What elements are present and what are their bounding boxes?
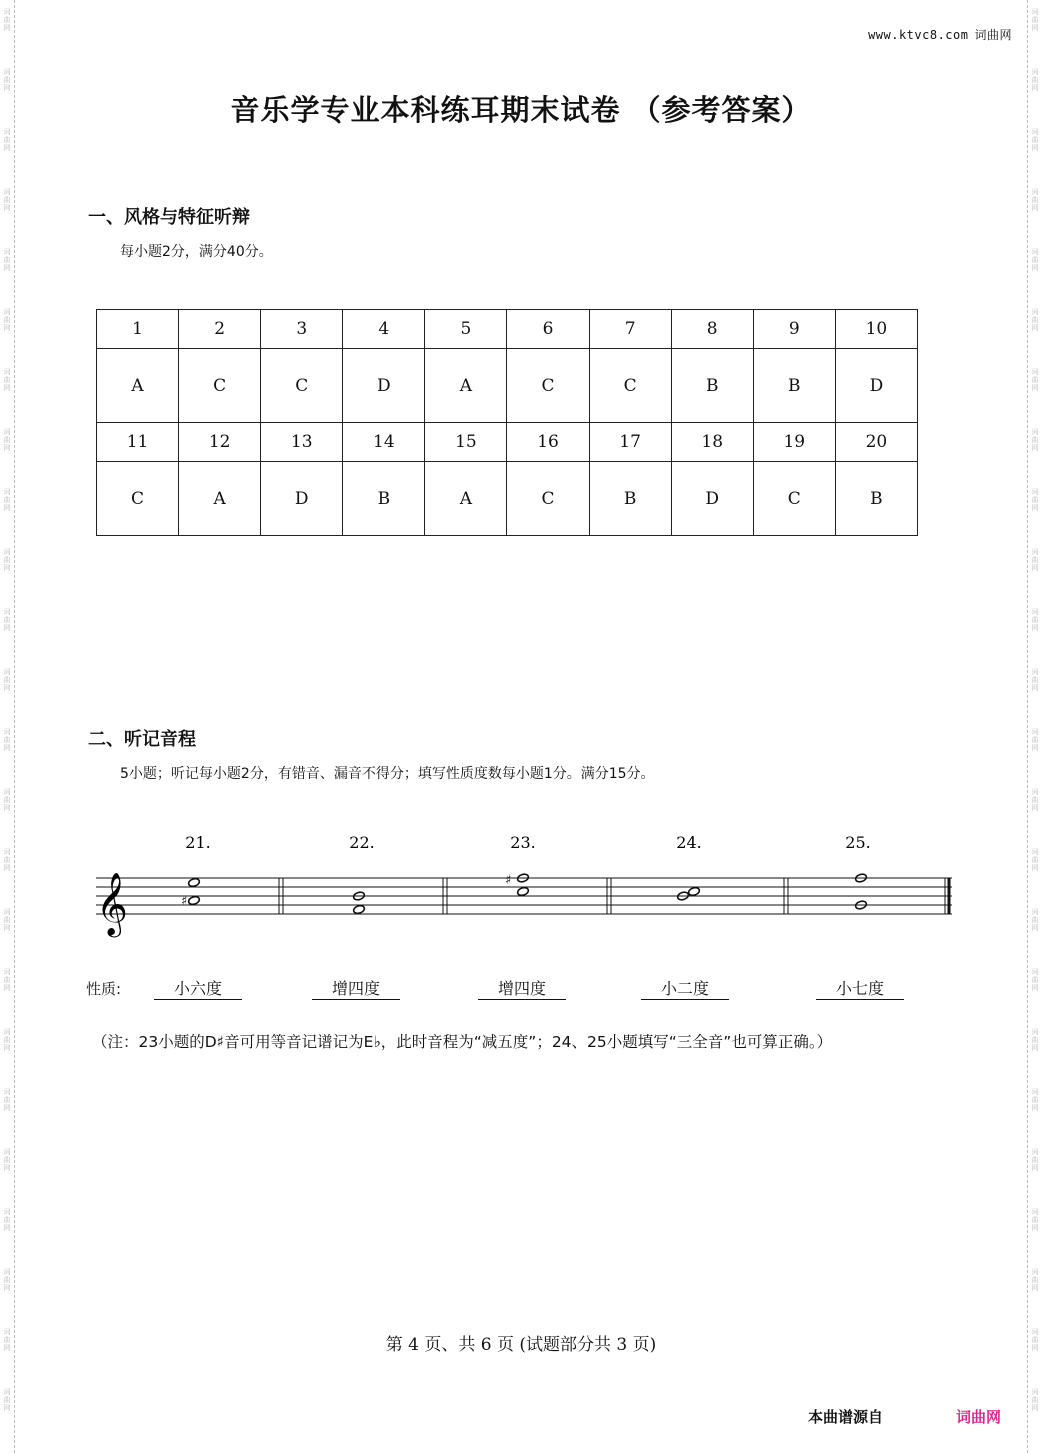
side-watermark: 词曲网 bbox=[1031, 308, 1039, 332]
answer-number: 1 bbox=[97, 310, 179, 349]
side-watermark: 词曲网 bbox=[1031, 1028, 1039, 1052]
section2-heading: 二、听记音程 bbox=[88, 729, 196, 750]
minor-sixth-notation bbox=[181, 877, 200, 909]
site-name: 词曲网 bbox=[974, 28, 1012, 42]
answer-value: D bbox=[835, 349, 917, 423]
answer-value: A bbox=[179, 462, 261, 536]
remark-note: （注：23小题的D♯音可用等音记谱记为E♭，此时音程为“减五度”；24、25小题填写“三全音”也可算正确。） bbox=[92, 1033, 833, 1051]
side-watermark: 词曲网 bbox=[3, 428, 11, 452]
side-watermark: 词曲网 bbox=[3, 68, 11, 92]
side-watermark: 词曲网 bbox=[3, 548, 11, 572]
item-label: 21. bbox=[185, 833, 211, 852]
answer-value: B bbox=[671, 349, 753, 423]
side-watermark: 词曲网 bbox=[1031, 728, 1039, 752]
side-watermark: 词曲网 bbox=[1031, 1328, 1039, 1352]
answer-number: 4 bbox=[343, 310, 425, 349]
side-watermark: 词曲网 bbox=[3, 608, 11, 632]
side-watermark: 词曲网 bbox=[1031, 548, 1039, 572]
side-watermark: 词曲网 bbox=[3, 668, 11, 692]
answer-number: 3 bbox=[261, 310, 343, 349]
answer-number: 20 bbox=[835, 423, 917, 462]
side-watermark: 词曲网 bbox=[1031, 668, 1039, 692]
answer-number: 18 bbox=[671, 423, 753, 462]
answer-value: C bbox=[97, 462, 179, 536]
item-label: 24. bbox=[676, 833, 702, 852]
answer-value: C bbox=[507, 349, 589, 423]
side-watermark: 词曲网 bbox=[3, 1028, 11, 1052]
answer-number: 5 bbox=[425, 310, 507, 349]
answer-value: A bbox=[97, 349, 179, 423]
answer-number-row bbox=[97, 423, 918, 462]
side-watermark: 词曲网 bbox=[3, 1148, 11, 1172]
side-watermark: 词曲网 bbox=[3, 908, 11, 932]
side-watermark: 词曲网 bbox=[3, 1088, 11, 1112]
side-watermark: 词曲网 bbox=[3, 788, 11, 812]
side-watermark: 词曲网 bbox=[1031, 188, 1039, 212]
side-watermark: 词曲网 bbox=[1031, 1088, 1039, 1112]
answer-value: B bbox=[589, 462, 671, 536]
side-watermark: 词曲网 bbox=[1031, 1208, 1039, 1232]
quality-answer: 增四度 bbox=[312, 976, 400, 1000]
answer-value: D bbox=[261, 462, 343, 536]
side-watermark: 词曲网 bbox=[3, 1268, 11, 1292]
answer-number: 6 bbox=[507, 310, 589, 349]
answer-number: 10 bbox=[835, 310, 917, 349]
side-watermark: 词曲网 bbox=[1031, 908, 1039, 932]
section1-heading: 一、风格与特征听辩 bbox=[88, 207, 250, 228]
side-watermark: 词曲网 bbox=[1031, 368, 1039, 392]
answer-value-row bbox=[97, 349, 918, 423]
brand-link[interactable]: 词曲网 bbox=[956, 1408, 1002, 1426]
side-watermark: 词曲网 bbox=[3, 488, 11, 512]
side-watermark: 词曲网 bbox=[3, 128, 11, 152]
side-watermark: 词曲网 bbox=[1031, 788, 1039, 812]
side-watermark: 词曲网 bbox=[3, 8, 11, 32]
answer-number: 19 bbox=[753, 423, 835, 462]
answer-number: 11 bbox=[97, 423, 179, 462]
quality-answer: 小六度 bbox=[154, 976, 242, 1000]
side-watermark: 词曲网 bbox=[1031, 968, 1039, 992]
side-watermark: 词曲网 bbox=[1031, 1388, 1039, 1412]
music-staff bbox=[86, 820, 966, 950]
right-watermark-strip bbox=[1027, 0, 1042, 1453]
answer-value: D bbox=[671, 462, 753, 536]
answer-value: C bbox=[753, 462, 835, 536]
answer-value: B bbox=[753, 349, 835, 423]
answer-value: B bbox=[343, 462, 425, 536]
side-watermark: 词曲网 bbox=[3, 968, 11, 992]
sharp-icon: ♯ bbox=[505, 873, 512, 888]
staff-lines bbox=[96, 878, 952, 914]
site-url[interactable]: www.ktvc8.com bbox=[868, 28, 969, 42]
answer-number: 14 bbox=[343, 423, 425, 462]
left-watermark-strip bbox=[0, 0, 15, 1453]
treble-clef-icon: 𝄞 bbox=[96, 872, 128, 935]
side-watermark: 词曲网 bbox=[3, 728, 11, 752]
answer-value: A bbox=[425, 462, 507, 536]
side-watermark: 词曲网 bbox=[3, 1328, 11, 1352]
side-watermark: 词曲网 bbox=[1031, 1268, 1039, 1292]
side-watermark: 词曲网 bbox=[1031, 248, 1039, 272]
quality-answer: 小二度 bbox=[641, 976, 729, 1000]
item-label: 22. bbox=[349, 833, 375, 852]
side-watermark: 词曲网 bbox=[3, 368, 11, 392]
source-label: 本曲谱源自 bbox=[808, 1408, 884, 1426]
answer-number: 16 bbox=[507, 423, 589, 462]
answer-value: D bbox=[343, 349, 425, 423]
answer-value: C bbox=[261, 349, 343, 423]
side-watermark: 词曲网 bbox=[3, 848, 11, 872]
item-label: 23. bbox=[510, 833, 536, 852]
answer-value: B bbox=[835, 462, 917, 536]
side-watermark: 词曲网 bbox=[1031, 428, 1039, 452]
side-watermark: 词曲网 bbox=[3, 1208, 11, 1232]
side-watermark: 词曲网 bbox=[1031, 8, 1039, 32]
side-watermark: 词曲网 bbox=[3, 1388, 11, 1412]
answer-value: C bbox=[589, 349, 671, 423]
site-header bbox=[868, 26, 1012, 43]
answer-number: 2 bbox=[179, 310, 261, 349]
answer-number: 12 bbox=[179, 423, 261, 462]
item-label: 25. bbox=[845, 833, 871, 852]
answer-number: 8 bbox=[671, 310, 753, 349]
answer-number: 15 bbox=[425, 423, 507, 462]
minor-second-notation bbox=[677, 886, 701, 901]
answer-value: C bbox=[507, 462, 589, 536]
side-watermark: 词曲网 bbox=[3, 248, 11, 272]
answer-number: 7 bbox=[589, 310, 671, 349]
answer-number-row bbox=[97, 310, 918, 349]
side-watermark: 词曲网 bbox=[1031, 128, 1039, 152]
augmented-fourth-sharp-notation bbox=[505, 873, 529, 897]
section1-note: 每小题2分，满分40分。 bbox=[120, 244, 273, 260]
page-title: 音乐学专业本科练耳期末试卷 （参考答案） bbox=[230, 93, 812, 127]
answer-value-row bbox=[97, 462, 918, 536]
augmented-fourth-notation bbox=[353, 891, 366, 915]
answer-number: 9 bbox=[753, 310, 835, 349]
sharp-icon: ♯ bbox=[181, 894, 188, 909]
quality-label: 性质: bbox=[86, 980, 122, 998]
side-watermark: 词曲网 bbox=[1031, 488, 1039, 512]
side-watermark: 词曲网 bbox=[1031, 608, 1039, 632]
answer-number: 17 bbox=[589, 423, 671, 462]
page-number: 第 4 页、共 6 页 (试题部分共 3 页) bbox=[385, 1335, 657, 1355]
side-watermark: 词曲网 bbox=[3, 308, 11, 332]
answer-value: C bbox=[179, 349, 261, 423]
answer-table bbox=[96, 309, 918, 536]
quality-answer: 增四度 bbox=[478, 976, 566, 1000]
side-watermark: 词曲网 bbox=[1031, 1148, 1039, 1172]
section2-note: 5小题；听记每小题2分，有错音、漏音不得分；填写性质度数每小题1分。满分15分。 bbox=[120, 766, 655, 782]
side-watermark: 词曲网 bbox=[3, 188, 11, 212]
side-watermark: 词曲网 bbox=[1031, 68, 1039, 92]
quality-answer: 小七度 bbox=[816, 976, 904, 1000]
answer-value: A bbox=[425, 349, 507, 423]
answer-number: 13 bbox=[261, 423, 343, 462]
side-watermark: 词曲网 bbox=[1031, 848, 1039, 872]
